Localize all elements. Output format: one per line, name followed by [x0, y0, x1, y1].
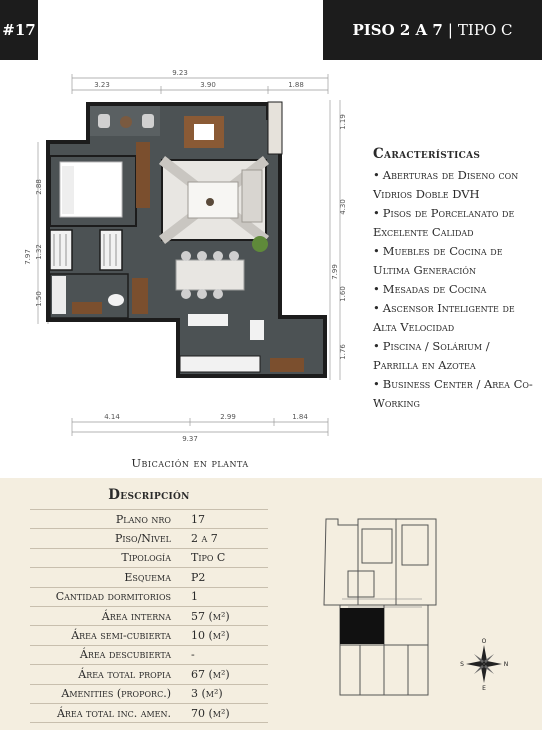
feature-item: • Aberturas de Diseno con Vidrios Doble DVH [373, 166, 538, 204]
floor-plan [20, 62, 350, 452]
dim-right-3: 1.60 [339, 286, 347, 302]
description-table [30, 509, 268, 723]
row-value: 1 [181, 587, 268, 606]
features-list [373, 166, 538, 413]
row-label: Plano nro [30, 510, 181, 529]
dim-bottom-total: 9.37 [182, 435, 198, 443]
table-row [30, 568, 268, 587]
row-label: Área total propia [30, 665, 181, 684]
unit-number-badge [0, 0, 38, 60]
compass-east: N [503, 661, 508, 668]
row-value: 10 (m²) [181, 626, 268, 645]
header-separator: | [447, 21, 453, 39]
dim-left-3: 1.50 [35, 291, 43, 307]
dim-top-2: 3.90 [200, 81, 216, 89]
dim-top-1: 3.23 [94, 81, 110, 89]
table-row [30, 548, 268, 567]
floor-type-header [323, 0, 542, 60]
table-row [30, 587, 268, 606]
row-value: 67 (m²) [181, 665, 268, 684]
dim-right-total: 7.99 [331, 264, 339, 280]
compass-west: S [460, 661, 464, 668]
table-row [30, 665, 268, 684]
dim-right-2: 4.30 [339, 199, 347, 215]
feature-item: • Piscina / Solárium / Parrilla en Azotea [373, 337, 538, 375]
row-label: Piso/Nivel [30, 529, 181, 548]
type-label: TIPO C [457, 21, 513, 39]
table-row [30, 626, 268, 645]
row-value: 57 (m²) [181, 606, 268, 625]
dim-bottom-3: 1.84 [292, 413, 308, 421]
features-title: Características [373, 146, 481, 162]
dim-bottom-2: 2.99 [220, 413, 236, 421]
unit-highlight [340, 608, 384, 644]
row-label: Área total inc. amen. [30, 703, 181, 722]
feature-item: • Muebles de Cocina de Ultima Generación [373, 242, 538, 280]
table-row [30, 529, 268, 548]
floor-label: PISO 2 A 7 [352, 21, 443, 39]
row-value: P2 [181, 568, 268, 587]
row-value: 3 (m²) [181, 684, 268, 703]
row-value: 17 [181, 510, 268, 529]
dim-top-total: 9.23 [172, 69, 188, 77]
table-row [30, 645, 268, 664]
feature-item: • Business Center / Area Co-Working [373, 375, 538, 413]
row-label: Área descubierta [30, 645, 181, 664]
table-row [30, 606, 268, 625]
row-label: Esquema [30, 568, 181, 587]
compass-rose-icon [460, 637, 508, 691]
feature-item: • Pisos de Porcelanato de Excelente Calidad [373, 204, 538, 242]
row-label: Amenities (proporc.) [30, 684, 181, 703]
row-value: Tipo C [181, 548, 268, 567]
row-label: Área semi-cubierta [30, 626, 181, 645]
row-value: 70 (m²) [181, 703, 268, 722]
feature-item: • Ascensor Inteligente de Alta Velocidad [373, 299, 538, 337]
dim-left-total: 7.97 [24, 249, 32, 265]
plan-caption: Ubicación en planta [131, 456, 249, 470]
compass-south: E [482, 685, 486, 691]
dim-left-2: 1.32 [35, 244, 43, 260]
row-label: Área interna [30, 606, 181, 625]
feature-item: • Mesadas de Cocina [373, 280, 538, 299]
dim-right-4: 1.76 [339, 344, 347, 360]
unit-number: #17 [2, 21, 36, 39]
table-row [30, 703, 268, 722]
table-row [30, 684, 268, 703]
kitchen-island [176, 260, 244, 290]
row-label: Cantidad dormitorios [30, 587, 181, 606]
row-value: - [181, 645, 268, 664]
row-label: Tipología [30, 548, 181, 567]
description-title: Descripción [108, 487, 190, 503]
row-value: 2 a 7 [181, 529, 268, 548]
dim-bottom-1: 4.14 [104, 413, 120, 421]
dim-left-1: 2.88 [35, 179, 43, 195]
dim-top-3: 1.88 [288, 81, 304, 89]
key-plan [318, 515, 440, 705]
compass-north: O [481, 638, 487, 645]
dim-right-1: 1.19 [339, 114, 347, 130]
table-row [30, 510, 268, 529]
features-section [373, 146, 538, 413]
